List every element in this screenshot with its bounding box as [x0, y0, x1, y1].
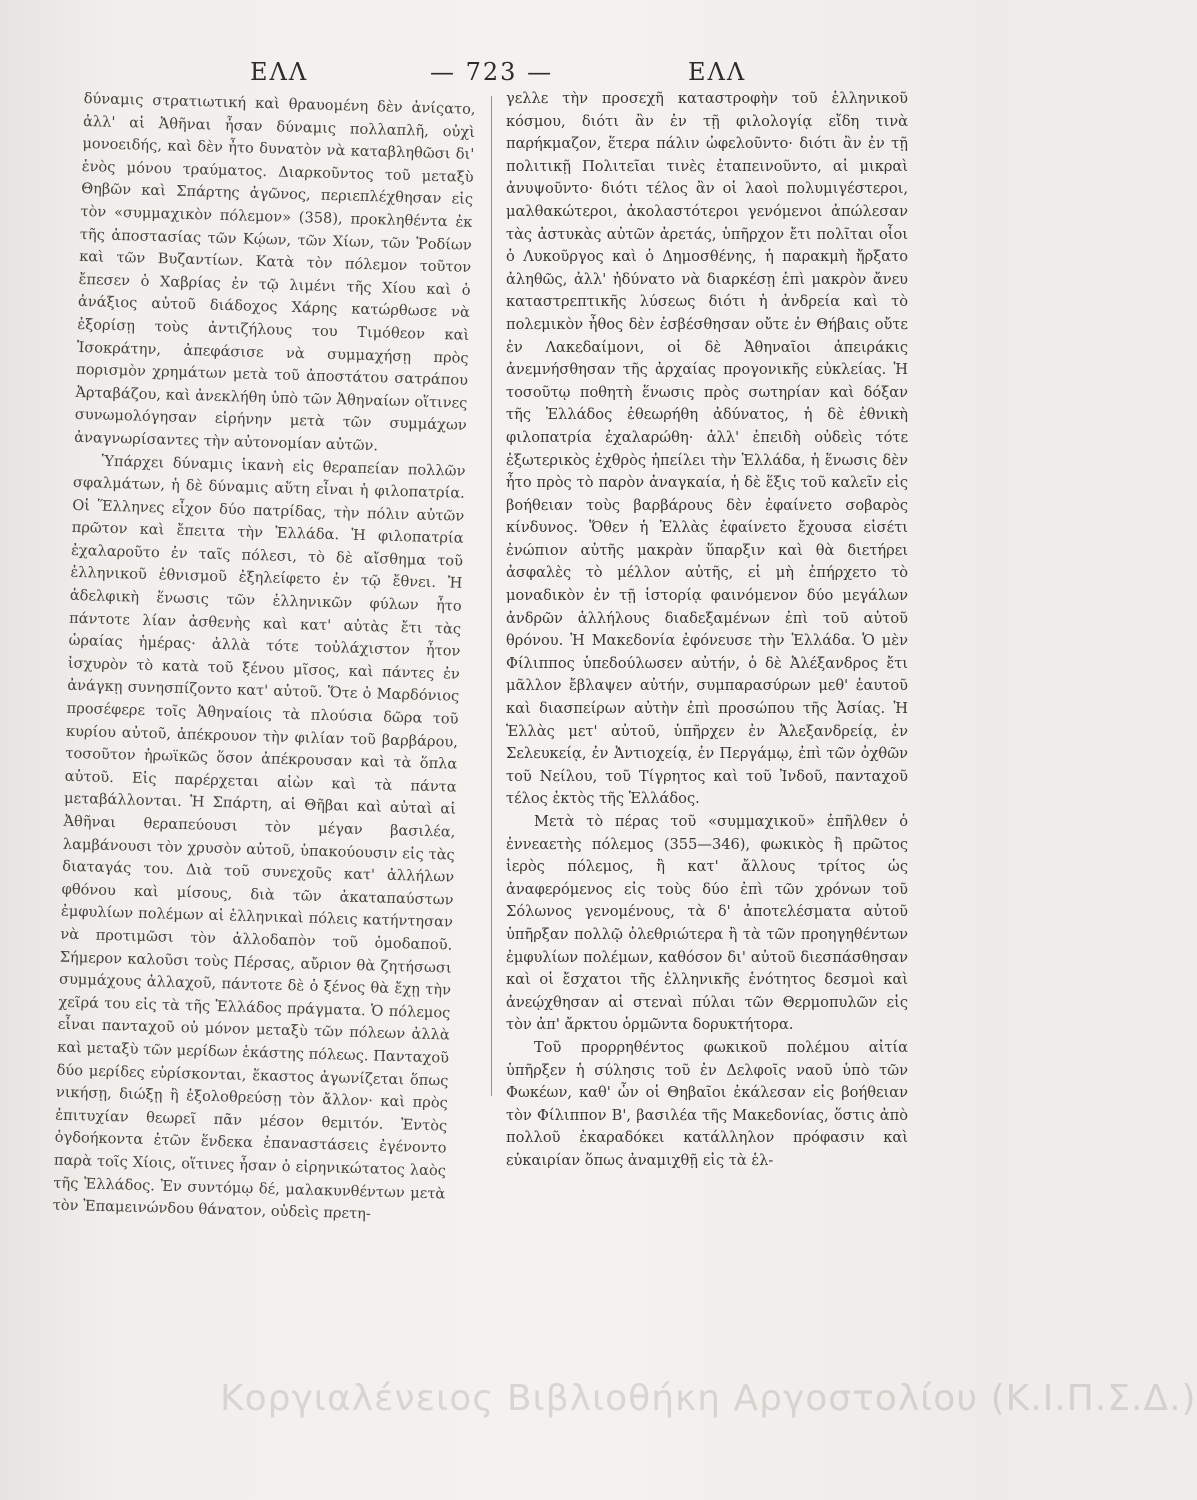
column-divider	[491, 96, 492, 1096]
left-paragraph-1: δύναμις στρατιωτική καὶ θραυομένη δὲν ἀνίςατο, ἀλλ' αἱ Ἀθῆναι ἦσαν δύναμις πολλαπλῆ, οὐχὶ μονοειδής, καὶ δὲν ἦτο δυνατὸν νὰ καταβληθῶσι δι' ἑνὸς μόνου τραύματος. Διαρκοῦντος τοῦ μεταξὺ Θηβῶν καὶ Σπάρτης ἀγῶνος, περιεπλέχθησαν εἰς τὸν «συμμαχικὸν πόλεμον» (358), προκληθέντα ἐκ τῆς ἀποστασίας τῶν Κῴων, τῶν Χίων, τῶν Ῥοδίων καὶ τῶν Βυζαντίων. Κατὰ τὸν πόλεμον τοῦτον ἔπεσεν ὁ Χαβρίας ἐν τῷ λιμένι τῆς Χίου καὶ ὁ ἀνάξιος αὐτοῦ διάδοχος Χάρης κατώρθωσε νὰ ἐξορίσῃ τοὺς ἀντιζήλους του Τιμόθεον καὶ Ἰσοκράτην, ἀπεφάσισε νὰ συμμαχήσῃ πρὸς πορισμὸν χρημάτων μετὰ τοῦ ἀποστάτου σατράπου Ἀρταβάζου, καὶ ἀνεκλήθη ὑπὸ τῶν Ἀθηναίων οἵτινες συνωμολόγησαν εἰρήνην μετὰ τῶν συμμάχων ἀναγνωρίσαντες τὴν αὐτονομίαν αὐτῶν.	[74, 89, 476, 455]
right-paragraph-2: Μετὰ τὸ πέρας τοῦ «συμμαχικοῦ» ἐπῆλθεν ὁ ἐννεαετὴς πόλεμος (355—346), φωκικὸς ἢ πρῶτος ἱερὸς πόλεμος, ἢ κατ' ἄλλους τρίτος ὡς ἀναφερόμενος εἰς τοὺς δύο ἐπὶ τῶν χρόνων τοῦ Σόλωνος γενομένους, τὰ δ' ἀποτελέσματα αὐτοῦ ὑπῆρξαν πολλῷ ὀλεθριώτερα ἢ τὰ τῶν προηγηθέντων ἐμφυλίων πολέμων, καθόσον δι' αὐτοῦ διεσπάσθησαν καὶ οἱ ἔσχατοι τῆς ἑλληνικῆς ἑνότητος δεσμοὶ καὶ ἀνεῴχθησαν αἱ στεναὶ πύλαι τῶν Θερμοπυλῶν εἰς τὸν ἀπ' ἄρκτου ὁρμῶντα δορυκτήτορα.	[506, 813, 908, 1034]
right-column	[506, 88, 908, 1468]
right-paragraph-1: γελλε τὴν προσεχῆ καταστροφὴν τοῦ ἑλληνικοῦ κόσμου, διότι ἂν ἐν τῇ φιλολογίᾳ εἴδη τινὰ παρήκμαζον, ἕτερα πάλιν ὠφελοῦντο· διότι ἂν ἐν τῇ πολιτικῇ Πολιτεῖαι τινὲς ἐταπεινοῦντο, αἱ μικραὶ ἀνυψοῦντο· διότι τέλος ἂν οἱ λαοὶ πολυμιγέστεροι, μαλθακώτεροι, ἀκολαστότεροι γενόμενοι ἀπώλεσαν τὰς ἀστυκὰς αὐτῶν ἀρετάς, ὑπῆρχον ἔτι πολῖται οἷοι ὁ Λυκοῦργος καὶ ὁ Δημοσθένης, ἡ παρακμὴ ἤρξατο ἀληθῶς, ἀλλ' ἠδύνατο νὰ διαρκέσῃ ἐπὶ μακρὸν ἄνευ καταστρεπτικῆς λύσεως διότι ἡ ἀνδρεία καὶ τὸ πολεμικὸν ἦθος δὲν ἐσβέσθησαν οὔτε ἐν Θήβαις οὔτε ἐν Λακεδαίμονι, οἱ δὲ Ἀθηναῖοι ἀπειράκις ἀνεμνήσθησαν τῆς ἀρχαίας προγονικῆς εὐκλείας. Ἡ τοσοῦτῳ ποθητὴ ἕνωσις πρὸς σωτηρίαν καὶ δόξαν τῆς Ἑλλάδος ἐθεωρήθη ἀδύνατος, ἡ δὲ ἐθνικὴ φιλοπατρία ἐχαλαρώθη· ἀλλ' ἐπειδὴ οὐδεὶς τότε ἐξωτερικὸς ἐχθρὸς ἠπείλει τὴν Ἑλλάδα, ἡ ἕνωσις δὲν ἦτο πρὸς τὸ παρὸν ἀναγκαία, ἡ δὲ ἕξις τοῦ καλεῖν εἰς βοήθειαν τοὺς βαρβάρους δὲν ἐφαίνετο σοβαρὸς κίνδυνος. Ὅθεν ἡ Ἑλλὰς ἐφαίνετο ἔχουσα εἰσέτι ἐνώπιον αὐτῆς μακρὰν ὕπαρξιν καὶ θὰ διετήρει ἀσφαλὲς τὸ μέλλον αὐτῆς, εἰ μὴ ἐπήρχετο τὸ μοναδικὸν ἐν τῇ ἱστορίᾳ φαινόμενον δύο μεγάλων ἀνδρῶν ἀλλήλους διαδεξαμένων ἐπὶ τοῦ αὐτοῦ θρόνου. Ἡ Μακεδονία ἐφόνευσε τὴν Ἑλλάδα. Ὁ μὲν Φίλιππος ὑπεδούλωσεν αὐτήν, ὁ δὲ Ἀλέξανδρος ἔτι μᾶλλον ἔβλαψεν αὐτήν, συμπαρασύρων μεθ' ἑαυτοῦ καὶ διασπείρων αὐτὴν ἐπὶ προσώπου τῆς Ἀσίας. Ἡ Ἑλλὰς μετ' αὐτοῦ, ὑπῆρχεν ἐν Ἀλεξανδρείᾳ, ἐν Σελευκείᾳ, ἐν Ἀντιοχείᾳ, ἐν Περγάμῳ, ἐπὶ τῶν ὀχθῶν τοῦ Νείλου, τοῦ Τίγρητος καὶ τοῦ Ἰνδοῦ, πανταχοῦ τέλος ἐκτὸς τῆς Ἑλλάδος.	[506, 90, 908, 808]
left-paragraph-2: Ὑπάρχει δύναμις ἱκανὴ εἰς θεραπείαν πολλῶν σφαλμάτων, ἡ δὲ δύναμις αὕτη εἶναι ἡ φιλοπατρία. Οἱ Ἕλληνες εἶχον δύο πατρίδας, τὴν πόλιν αὐτῶν πρῶτον καὶ ἔπειτα τὴν Ἑλλάδα. Ἡ φιλοπατρία ἐχαλαροῦτο ἐν ταῖς πόλεσι, τὸ δὲ αἴσθημα τοῦ ἑλληνικοῦ ἐθνισμοῦ ἐξηλείφετο ἐν τῷ ἔθνει. Ἡ ἀδελφικὴ ἕνωσις τῶν ἑλληνικῶν φύλων ἦτο πάντοτε λίαν ἀσθενὴς καὶ κατ' αὐτὰς ἔτι τὰς ὡραίας ἡμέρας· ἀλλὰ τότε τοὐλάχιστον ἦτον ἰσχυρὸν τὸ κατὰ τοῦ ξένου μῖσος, καὶ πάντες ἐν ἀνάγκῃ συνησπίζοντο κατ' αὐτοῦ. Ὅτε ὁ Μαρδόνιος προσέφερε τοῖς Ἀθηναίοις τὰ πλούσια δῶρα τοῦ κυρίου αὐτοῦ, ἀπέκρουον τὴν φιλίαν τοῦ βαρβάρου, τοσοῦτον ἡρωϊκῶς ὅσον ἀπέκρουσαν καὶ τὰ ὅπλα αὐτοῦ. Εἰς παρέρχεται αἰὼν καὶ τὰ πάντα μεταβάλλονται. Ἡ Σπάρτη, αἱ Θῆβαι καὶ αὐταὶ αἱ Ἀθῆναι θεραπεύουσι τὸν μέγαν βασιλέα, λαμβάνουσι τὸν χρυσὸν αὐτοῦ, ὑπακούουσιν εἰς τὰς διαταγάς του. Διὰ τοῦ συνεχοῦς κατ' ἀλλήλων φθόνου καὶ μίσους, διὰ τῶν ἀκαταπαύστων ἐμφυλίων πολέμων αἱ ἑλληνικαὶ πόλεις κατήντησαν νὰ προτιμῶσι τὸν ἀλλοδαπὸν τοῦ ὁμοδαποῦ. Σήμερον καλοῦσι τοὺς Πέρσας, αὔριον θὰ ζητήσωσι συμμάχους ἀλλαχοῦ, πάντοτε δὲ ὁ ξένος θὰ ἔχῃ τὴν χεῖρά του εἰς τὰ τῆς Ἑλλάδος πράγματα. Ὁ πόλεμος εἶναι πανταχοῦ οὐ μόνον μεταξὺ τῶν πόλεων ἀλλὰ καὶ μεταξὺ τῶν μερίδων ἑκάστης πόλεως. Πανταχοῦ δύο μερίδες εὑρίσκονται, ἕκαστος ἀγωνίζεται ὅπως νικήσῃ, διώξῃ ἢ ἐξολοθρεύσῃ τὸν ἄλλον· καὶ πρὸς ἐπιτυχίαν θεωρεῖ πᾶν μέσον θεμιτόν. Ἐντὸς ὀγδοήκοντα ἐτῶν ἕνδεκα ἐπαναστάσεις ἐγένοντο παρὰ τοῖς Χίοις, οἵτινες ἦσαν ὁ εἰρηνικώτατος λαὸς τῆς Ἑλλάδος. Ἐν συντόμῳ δέ, μαλακυνθέντων μετὰ τὸν Ἐπαμεινώνδου θάνατον, οὐδεὶς πρετη-	[52, 452, 466, 1223]
running-head-left: ΕΛΛ	[250, 58, 309, 86]
library-watermark: Κοργιαλένειος Βιβλιοθήκη Αργοστολίου (Κ.Ι.Π.Σ.Δ.)	[220, 1378, 1197, 1419]
left-column	[46, 88, 476, 1458]
right-paragraph-3: Τοῦ προρρηθέντος φωκικοῦ πολέμου αἰτία ὑπῆρξεν ἡ σύλησις τοῦ ἐν Δελφοῖς ναοῦ ὑπὸ τῶν Φωκέων, καθ' ὧν οἱ Θηβαῖοι ἐκάλεσαν εἰς βοήθειαν τὸν Φίλιππον Β', βασιλέα τῆς Μακεδονίας, ὅστις ἀπὸ πολλοῦ ἐκαραδόκει κατάλληλον πρόφασιν καὶ εὐκαιρίαν ὅπως ἀναμιχθῇ εἰς τὰ ἑλ-	[506, 1038, 908, 1169]
page-number: — 723 —	[430, 58, 554, 86]
running-head-right: ΕΛΛ	[688, 58, 747, 86]
